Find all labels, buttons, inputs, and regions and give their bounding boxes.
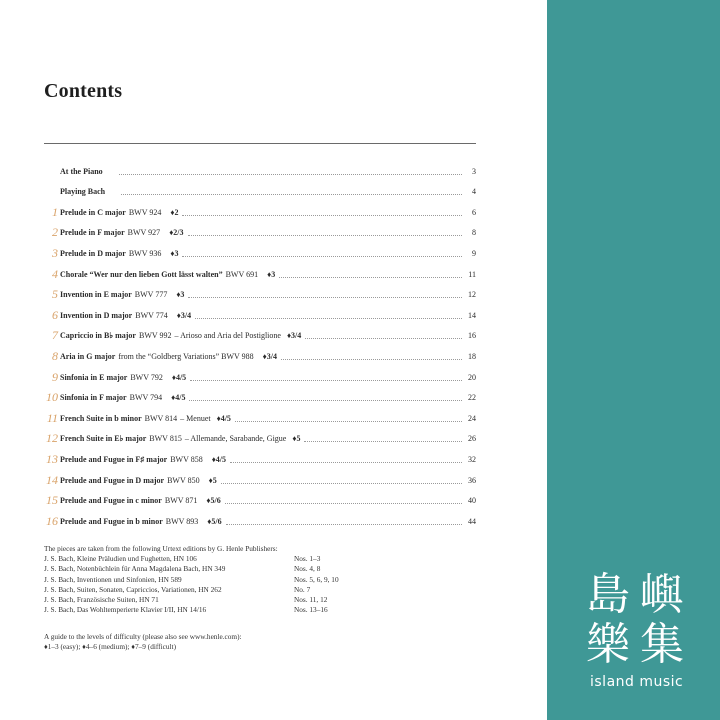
source-edition: J. S. Bach, Französische Suiten, HN 71 [44, 595, 159, 605]
toc-leader [182, 214, 462, 216]
source-numbers: Nos. 11, 12 [294, 595, 328, 605]
toc-row[interactable] [44, 197, 476, 218]
toc-title: Aria in G major [60, 351, 116, 361]
toc-catalogue: BWV 814 [144, 413, 178, 423]
toc-row[interactable] [44, 238, 476, 259]
source-numbers: Nos. 4, 8 [294, 564, 321, 574]
brand-english: island music [590, 674, 684, 690]
source-row [44, 605, 339, 615]
toc-row[interactable] [44, 424, 476, 445]
toc-catalogue: BWV 927 [127, 228, 161, 238]
toc-movements: – Menuet [180, 413, 211, 423]
toc-title: Sinfonia in F major [60, 393, 127, 403]
toc-row[interactable] [44, 321, 476, 342]
toc-number: 8 [52, 348, 58, 363]
divider [44, 143, 476, 144]
toc-difficulty: ♦4/5 [216, 413, 231, 423]
toc-number: 2 [52, 225, 58, 240]
toc-leader [121, 193, 462, 195]
source-numbers: Nos. 13–16 [294, 605, 328, 615]
toc-difficulty: ♦5/6 [207, 516, 222, 526]
toc-catalogue: BWV 691 [225, 269, 259, 279]
toc-entry [60, 270, 275, 280]
toc-catalogue: BWV 774 [135, 310, 168, 320]
toc-entry [60, 249, 178, 259]
toc-page: 32 [468, 454, 476, 464]
toc-number: 16 [46, 513, 58, 528]
toc-difficulty: ♦4/5 [171, 372, 187, 382]
toc-difficulty: ♦5/6 [206, 496, 221, 506]
toc-number: 10 [46, 390, 58, 405]
toc-difficulty: ♦3/4 [262, 351, 277, 361]
toc-catalogue: BWV 850 [167, 475, 200, 485]
toc-page: 44 [468, 516, 476, 526]
toc-catalogue: BWV 777 [134, 290, 168, 300]
source-edition: J. S. Bach, Das Wohltemperierte Klavier I/II, HN 14/16 [44, 605, 207, 615]
toc-page: 9 [472, 248, 476, 258]
toc-catalogue: BWV 936 [128, 248, 162, 258]
toc-entry [60, 187, 117, 197]
toc-entry [60, 373, 186, 383]
toc-catalogue: BWV 992 [138, 331, 172, 341]
toc-page: 36 [468, 475, 476, 485]
toc-page: 11 [468, 269, 476, 279]
toc-number: 1 [52, 204, 58, 219]
toc-page: 4 [472, 187, 476, 197]
toc-entry [60, 167, 115, 177]
toc-entry [60, 517, 222, 527]
toc-row[interactable] [44, 444, 476, 465]
toc-row[interactable] [44, 403, 476, 424]
toc-leader [221, 482, 462, 484]
toc-entry [60, 496, 221, 506]
toc-leader [281, 358, 462, 360]
toc-leader [188, 234, 463, 236]
source-row [44, 564, 339, 574]
toc-title: Playing Bach [60, 187, 106, 197]
source-row [44, 575, 339, 585]
toc-leader [119, 173, 462, 175]
toc-row[interactable] [44, 383, 476, 404]
toc-title: Invention in D major [60, 310, 133, 320]
toc-title: Prelude and Fugue in D major [60, 475, 165, 485]
toc-row[interactable] [44, 486, 476, 507]
toc-row[interactable] [44, 506, 476, 527]
source-edition: J. S. Bach, Kleine Präludien und Fughetten, HN 106 [44, 554, 197, 564]
toc-entry [60, 311, 191, 321]
toc-catalogue: BWV 871 [164, 496, 198, 506]
toc-row[interactable] [44, 465, 476, 486]
toc-entry [60, 228, 184, 238]
toc-page: 12 [468, 290, 476, 300]
toc-number: 7 [52, 328, 58, 343]
toc-title: Prelude in C major [60, 207, 126, 217]
toc-row[interactable] [44, 259, 476, 280]
toc-catalogue: BWV 858 [170, 454, 203, 464]
toc-catalogue: BWV 815 [149, 434, 182, 444]
toc-entry [60, 434, 300, 444]
toc-title: Chorale “Wer nur den lieben Gott lässt walten” [60, 269, 223, 279]
toc-row[interactable] [44, 218, 476, 239]
toc-page: 16 [468, 331, 476, 341]
toc-page: 3 [472, 166, 476, 176]
toc-leader [182, 255, 462, 257]
toc-number: 11 [46, 410, 58, 425]
page-title: Contents [44, 80, 123, 102]
toc-title: Prelude and Fugue in b minor [60, 516, 163, 526]
guide-line-1: A guide to the levels of difficulty (please also see www.henle.com): [44, 632, 242, 641]
toc-difficulty: ♦3 [267, 269, 276, 279]
toc-title: French Suite in b minor [60, 413, 142, 423]
toc-entry [60, 352, 277, 362]
toc-row[interactable] [44, 300, 476, 321]
toc-difficulty: ♦4/5 [211, 454, 227, 464]
toc-leader [304, 440, 462, 442]
toc-leader [226, 523, 462, 525]
toc-leader [279, 276, 462, 278]
guide-line-2: ♦1–3 (easy); ♦4–6 (medium); ♦7–9 (difficult) [44, 642, 177, 652]
toc-row[interactable] [44, 156, 476, 177]
toc-page: 6 [472, 207, 476, 217]
brand-char-2: 嶼 [640, 569, 684, 620]
toc-title: At the Piano [60, 166, 103, 176]
toc-entry [60, 414, 231, 424]
source-numbers: No. 7 [294, 584, 311, 594]
toc-page: 20 [468, 372, 476, 382]
toc-entry [60, 393, 185, 403]
source-row [44, 585, 339, 595]
toc-difficulty: ♦3 [170, 248, 179, 258]
toc-page: 8 [472, 228, 476, 238]
toc-difficulty: ♦5 [208, 475, 217, 485]
toc-page: 40 [468, 496, 476, 506]
toc-leader [189, 399, 462, 401]
brand-char-1: 島 [586, 569, 630, 620]
source-edition: J. S. Bach, Inventionen und Sinfonien, HN 589 [44, 574, 182, 584]
difficulty-guide [44, 632, 242, 652]
toc-catalogue: BWV 893 [165, 516, 199, 526]
toc-catalogue: BWV 792 [130, 372, 163, 382]
toc-difficulty: ♦3/4 [286, 331, 302, 341]
source-edition: J. S. Bach, Notenbüchlein für Anna Magdalena Bach, HN 349 [44, 564, 226, 574]
source-numbers: Nos. 5, 6, 9, 10 [294, 574, 339, 584]
toc-catalogue: BWV 924 [128, 207, 162, 217]
toc-catalogue: BWV 794 [129, 393, 163, 403]
toc-difficulty: ♦3/4 [176, 310, 192, 320]
toc-leader [305, 337, 462, 339]
toc-entry [60, 476, 217, 486]
toc-number: 15 [46, 493, 58, 508]
toc-number: 13 [46, 451, 58, 466]
toc-page: 26 [468, 434, 476, 444]
brand-char-4: 集 [640, 619, 684, 670]
toc-leader [225, 502, 462, 504]
toc-number: 14 [46, 472, 58, 487]
toc-entry [60, 290, 184, 300]
toc-row[interactable] [44, 341, 476, 362]
toc-number: 9 [52, 369, 58, 384]
toc-number: 4 [52, 266, 58, 281]
toc-difficulty: ♦2 [170, 207, 179, 217]
toc-leader [190, 379, 462, 381]
source-numbers: Nos. 1–3 [294, 554, 321, 564]
source-row [44, 595, 339, 605]
toc-page: 24 [468, 413, 476, 423]
toc-number: 5 [52, 287, 58, 302]
toc-catalogue: from the “Goldberg Variations” BWV 988 [118, 351, 254, 361]
toc-title: Invention in E major [60, 290, 132, 300]
toc-row[interactable] [44, 362, 476, 383]
toc-title: Sinfonia in E major [60, 372, 128, 382]
toc-leader [230, 461, 462, 463]
sources-intro: The pieces are taken from the following Urtext editions by G. Henle Publishers: [44, 544, 278, 553]
toc-page: 22 [468, 393, 476, 403]
toc-number: 12 [46, 431, 58, 446]
toc-row[interactable] [44, 177, 476, 198]
brand-char-3: 樂 [586, 619, 630, 670]
toc-title: Prelude in D major [60, 248, 126, 258]
toc-difficulty: ♦5 [292, 434, 301, 444]
toc-page: 14 [468, 310, 476, 320]
toc-number: 6 [52, 307, 58, 322]
toc-title: French Suite in E♭ major [60, 434, 147, 444]
toc-row[interactable] [44, 280, 476, 301]
toc-leader [235, 420, 462, 422]
toc-difficulty: ♦2/3 [169, 228, 184, 238]
toc-leader [195, 317, 462, 319]
toc-title: Prelude and Fugue in F♯ major [60, 454, 168, 464]
toc-entry [60, 331, 301, 341]
source-edition: J. S. Bach, Suiten, Sonaten, Capriccios, Variationen, HN 262 [44, 584, 222, 594]
toc-difficulty: ♦4/5 [171, 393, 186, 403]
toc-number: 3 [52, 245, 58, 260]
toc-difficulty: ♦3 [176, 290, 185, 300]
toc-title: Prelude and Fugue in c minor [60, 496, 162, 506]
toc-entry [60, 455, 226, 465]
sources-section [44, 544, 339, 615]
table-of-contents [44, 156, 476, 527]
toc-title: Capriccio in B♭ major [60, 331, 136, 341]
toc-movements: – Arioso and Aria del Postiglione [174, 331, 281, 341]
toc-title: Prelude in F major [60, 228, 125, 238]
toc-entry [60, 208, 178, 218]
toc-page: 18 [468, 351, 476, 361]
source-row [44, 554, 339, 564]
toc-movements: – Allemande, Sarabande, Gigue [184, 434, 287, 444]
toc-leader [188, 296, 462, 298]
